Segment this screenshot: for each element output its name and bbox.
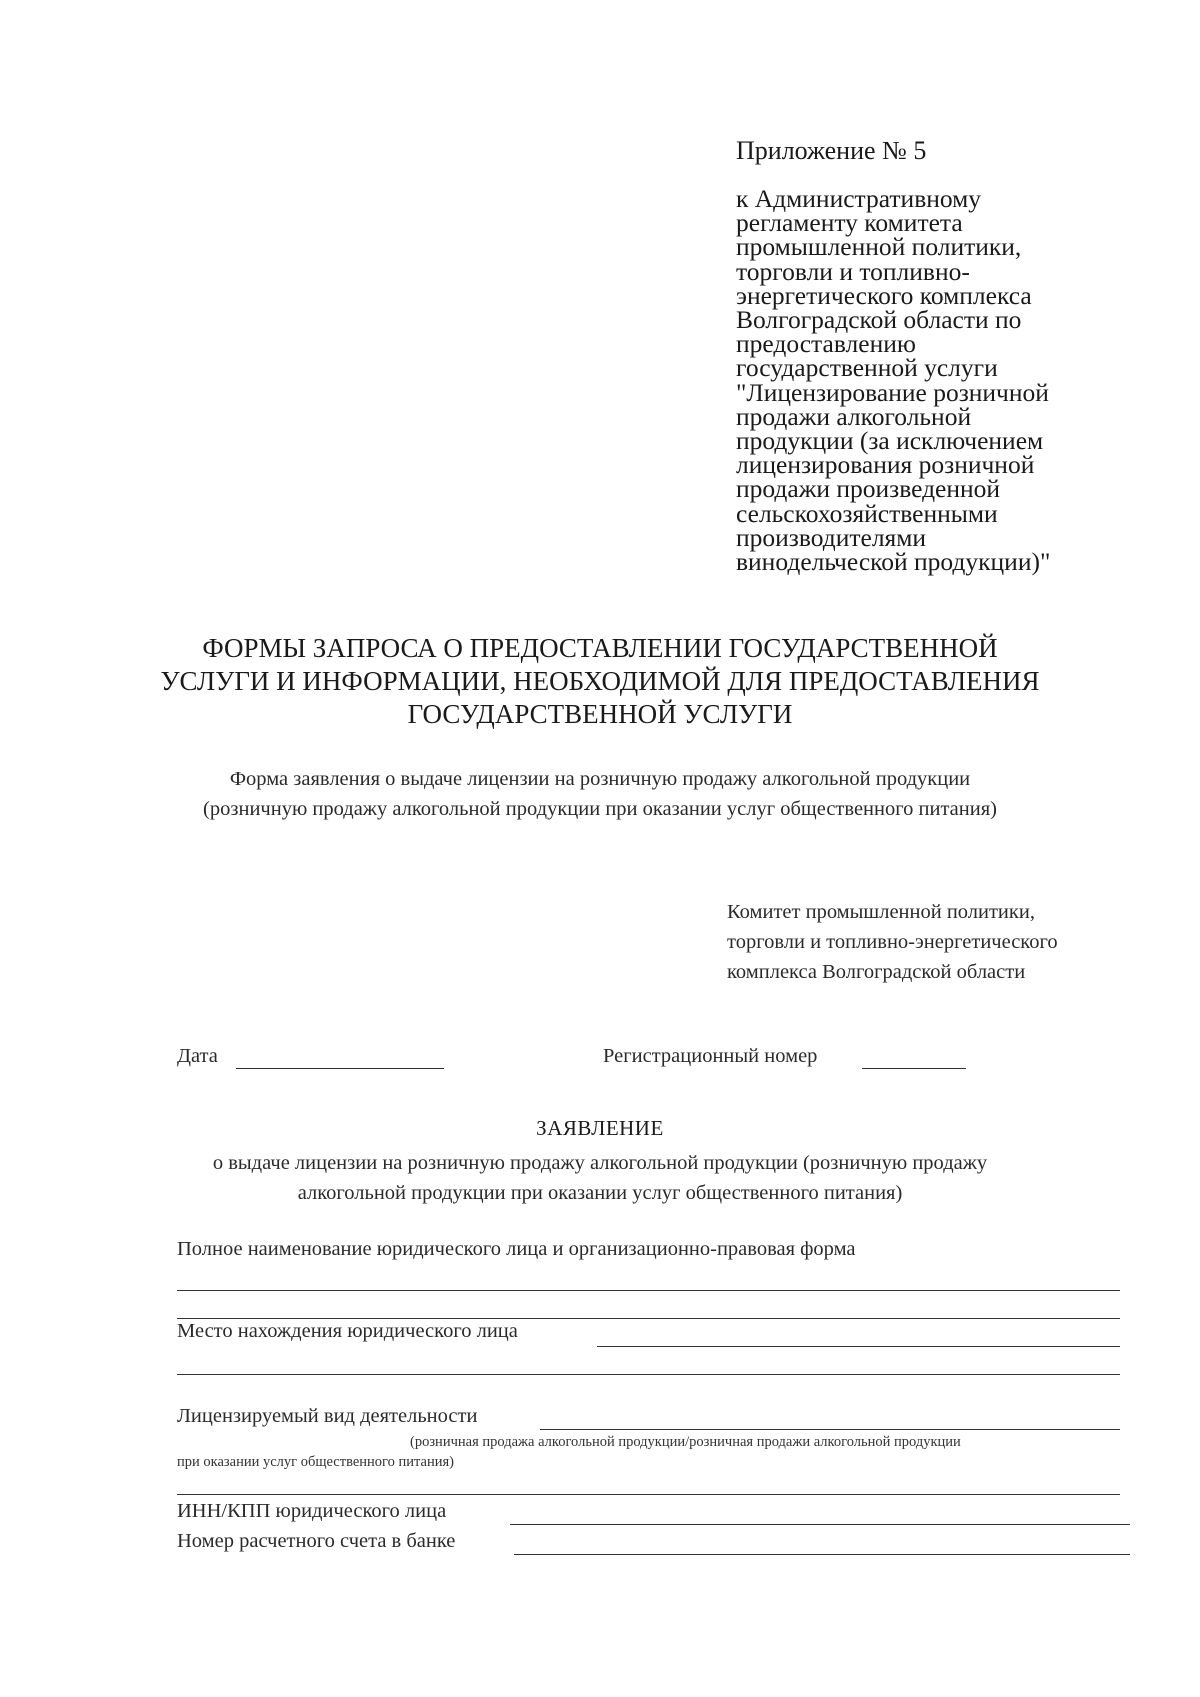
appendix-line: сельскохозяйственными [736,498,998,528]
form-subtitle [130,764,1070,824]
reg-number-label: Регистрационный номер [603,1045,818,1067]
inn-kpp-field[interactable] [510,1524,1130,1525]
date-label: Дата [177,1045,218,1067]
appendix-line: продажи произведенной [736,474,1001,504]
activity-label: Лицензируемый вид деятельности [177,1405,478,1427]
reg-number-field[interactable] [862,1068,966,1069]
location-field-continued[interactable] [177,1374,1120,1375]
statement-subtitle-line: о выдаче лицензии на розничную продажу алкогольной продукции (розничную продажу [212,1152,988,1174]
statement-subtitle [120,1148,1080,1208]
appendix-line: государственной услуги [736,353,998,383]
appendix-line: предоставлению [736,329,916,359]
appendix-line: производителями [736,522,927,552]
activity-field[interactable] [540,1429,1120,1430]
page-title [150,632,1050,731]
page-title-line: УСЛУГИ И ИНФОРМАЦИИ, НЕОБХОДИМОЙ ДЛЯ ПРЕДОСТАВЛЕНИЯ [160,666,1040,696]
appendix-line: промышленной политики, [736,232,1022,262]
statement-subtitle-line: алкогольной продукции при оказании услуг общественного питания) [297,1182,903,1204]
addressee-line: Комитет промышленной политики, [727,901,1035,923]
appendix-line: "Лицензирование розничной [736,377,1049,407]
addressee-line: комплекса Волгоградской области [727,961,1026,983]
appendix-line: лицензирования розничной [736,450,1035,480]
appendix-title: Приложение № 5 [736,136,927,165]
addressee-line: торговли и топливно-энергетического [727,931,1058,953]
date-field[interactable] [236,1068,444,1069]
legal-name-field-continued[interactable] [177,1318,1120,1319]
activity-field-continued[interactable] [177,1494,1120,1495]
page-title-line: ГОСУДАРСТВЕННОЙ УСЛУГИ [407,699,793,729]
activity-hint: (розничная продажа алкогольной продукции/розничная продажи алкогольной продукции [410,1434,961,1450]
location-label: Место нахождения юридического лица [177,1320,518,1342]
appendix-line: энергетического комплекса [736,280,1032,310]
statement-title: ЗАЯВЛЕНИЕ [536,1116,664,1140]
appendix-line: Волгоградской области по [736,305,1022,335]
addressee-block [727,897,1058,987]
legal-name-label: Полное наименование юридического лица и организационно-правовая форма [177,1238,856,1260]
appendix-line: торговли и топливно- [736,256,970,286]
account-field[interactable] [514,1554,1130,1555]
activity-hint-continued: при оказании услуг общественного питания) [177,1454,454,1470]
account-label: Номер расчетного счета в банке [177,1530,456,1552]
appendix-line: к Административному [736,184,982,213]
form-subtitle-line: Форма заявления о выдаче лицензии на розничную продажу алкогольной продукции [229,768,971,790]
form-subtitle-line: (розничную продажу алкогольной продукции при оказании услуг общественного питания) [203,798,997,820]
appendix-reference [736,184,1051,577]
legal-name-field[interactable] [177,1290,1120,1291]
page-title-line: ФОРМЫ ЗАПРОСА О ПРЕДОСТАВЛЕНИИ ГОСУДАРСТВЕННОЙ [202,633,998,663]
location-field[interactable] [597,1346,1120,1347]
appendix-line: винодельческой продукции)" [736,547,1051,577]
appendix-line: продажи алкогольной [736,401,972,431]
inn-kpp-label: ИНН/КПП юридического лица [177,1500,447,1522]
appendix-line: продукции (за исключением [736,426,1044,456]
appendix-line: регламенту комитета [736,208,963,238]
